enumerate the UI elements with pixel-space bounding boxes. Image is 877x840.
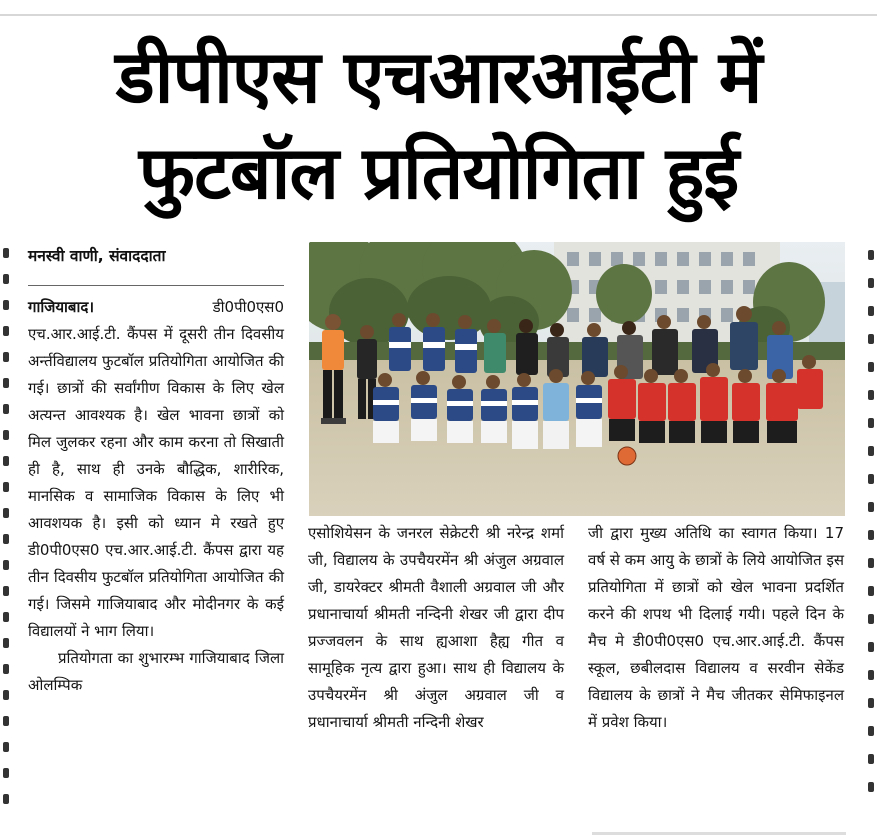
news-photo-football-teams — [309, 242, 845, 516]
article-paragraph-2: प्रतियोगता का शुभारम्भ गाजियाबाद जिला ओलम्पिक — [28, 649, 284, 694]
dateline: गाजियाबाद। — [28, 298, 95, 316]
article-column-1 — [28, 294, 284, 814]
article-column-2: एसोशियेसन के जनरल सेक्रेटरी श्री नरेन्द्र शर्मा जी, विद्यालय के उपचैयरमेंन श्री अंजुल अग्रवाल जी, डायरेक्टर श्रीमती वैशाली अग्रवाल जी और प्रधानाचार्या श्रीमती नन्दिनी शेखर जी द्वारा दीप प्रज्जवलन के साथ ह्यआशा हैह्य गीत व सामूहिक नृत्य द्वारा हुआ। साथ ही विद्यालय के उपचैयरमेंन श्री अंजुल अग्रवाल जी व प्रधानाचार्या श्रीमती नन्दिनी शेखर — [308, 524, 564, 731]
headline-line-1: डीपीएस एचआरआईटी में — [115, 35, 762, 120]
article-paragraph-1 — [28, 294, 284, 645]
article-paragraph-1-text: डी0पी0एस0 एच.आर.आई.टी. कैंपस में दूसरी तीन दिवसीय अर्न्तविद्यालय फुटबॉल प्रतियोगिता आयोजित की गई। छात्रों की सर्वांगीण विकास के लिए खेल अत्यन्त आवश्यक है। खेल भावना छात्रों को मिल जुलकर रहना और काम करना तो सिखाती ही है, साथ ही उनके बौद्धिक, शारीरिक, मानसिक व सामाजिक विकास के लिए भी आवशयक है। इसी को ध्यान मे रखते हुए डी0पी0एस0 एच.आर.आई.टी. कैंपस द्वारा यह तीन दिवसीय फुटबॉल प्रतियोगिता आयोजित की गई। जिसमे गाजियाबाद और मोदीनगर के कई विद्यालयों ने भाग लिया। — [28, 298, 284, 640]
byline: मनस्वी वाणी, संवाददाता — [28, 247, 166, 265]
bottom-rule — [592, 832, 846, 835]
top-rule — [0, 14, 877, 16]
headline-line-2: फुटबॉल प्रतियोगिता हुई — [138, 131, 739, 216]
byline-rule — [28, 285, 284, 286]
article-column-3: जी द्वारा मुख्य अतिथि का स्वागत किया। 17 वर्ष से कम आयु के छात्रों के लिये आयोजित इस प्रतियोगिता में छात्रों को खेल भावना प्रदर्शित करने की शपथ भी दिलाई गयी। पहले दिन के मैच मे डी0पी0एस0 एच.आर.आई.टी. कैंपस स्कूल, छबीलदास विद्यालय व सरवीन सेकेंड विद्यालय के छात्रों ने मैच जीतकर सेमिफाइनल में प्रवेश किया। — [588, 524, 844, 731]
adjacent-column-right-cropped — [864, 232, 877, 832]
adjacent-column-left-cropped — [0, 232, 12, 832]
headline — [0, 30, 877, 222]
